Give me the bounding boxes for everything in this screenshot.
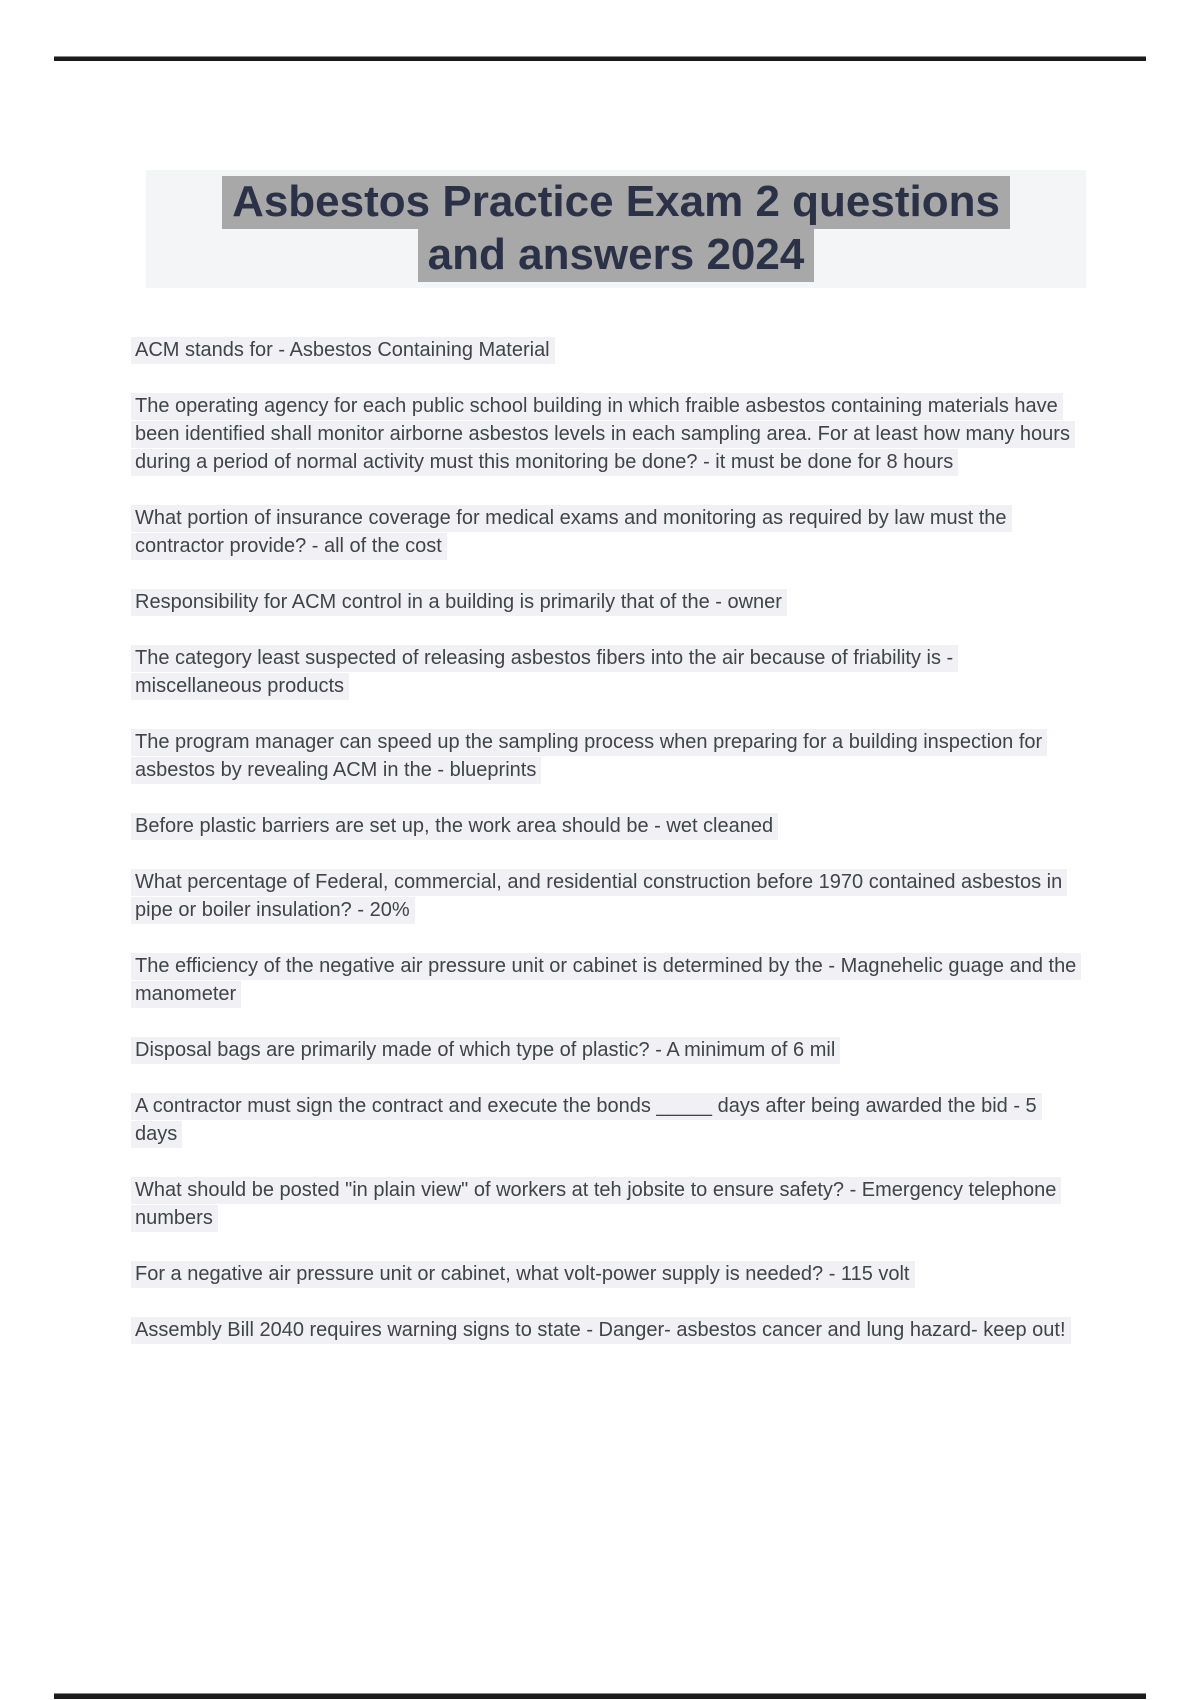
qa-paragraph: [131, 588, 1079, 616]
title-line-1: Asbestos Practice Exam 2 questions: [222, 176, 1010, 229]
qa-paragraph: [131, 1176, 1079, 1232]
qa-text: The program manager can speed up the sampling process when preparing for a building inspection for asbestos by revealing ACM in the - blueprints: [131, 729, 1047, 784]
qa-text: The category least suspected of releasing asbestos fibers into the air because of friability is - miscellaneous products: [131, 645, 958, 700]
qa-text: ACM stands for - Asbestos Containing Material: [131, 337, 555, 364]
qa-paragraph: [131, 504, 1079, 560]
qa-paragraph: [131, 1316, 1079, 1344]
qa-paragraph: [131, 1260, 1079, 1288]
qa-text: What should be posted "in plain view" of workers at teh jobsite to ensure safety? - Emergency telephone numbers: [131, 1177, 1061, 1232]
qa-paragraph: [131, 336, 1079, 364]
qa-text: Disposal bags are primarily made of which type of plastic? - A minimum of 6 mil: [131, 1037, 840, 1064]
qa-text: What percentage of Federal, commercial, and residential construction before 1970 contained asbestos in pipe or boiler insulation? - 20%: [131, 869, 1067, 924]
bottom-rule: [54, 1693, 1146, 1699]
qa-text: A contractor must sign the contract and execute the bonds _____ days after being awarded the bid - 5 days: [131, 1093, 1042, 1148]
title-block: [146, 170, 1086, 288]
top-rule: [54, 56, 1146, 61]
qa-paragraph: [131, 1036, 1079, 1064]
qa-paragraph: [131, 728, 1079, 784]
qa-paragraph: [131, 392, 1079, 476]
qa-paragraph: [131, 644, 1079, 700]
qa-paragraph: [131, 868, 1079, 924]
qa-text: Responsibility for ACM control in a building is primarily that of the - owner: [131, 589, 787, 616]
title-line-2: and answers 2024: [418, 229, 815, 282]
page-title: [146, 175, 1086, 281]
qa-text: The efficiency of the negative air pressure unit or cabinet is determined by the - Magnehelic guage and the manometer: [131, 953, 1081, 1008]
qa-text: For a negative air pressure unit or cabinet, what volt-power supply is needed? - 115 volt: [131, 1261, 915, 1288]
qa-text: What portion of insurance coverage for medical exams and monitoring as required by law must the contractor provide? - all of the cost: [131, 505, 1012, 560]
qa-text: Assembly Bill 2040 requires warning signs to state - Danger- asbestos cancer and lung hazard- keep out!: [131, 1317, 1071, 1344]
qa-content: [131, 336, 1079, 1372]
qa-paragraph: [131, 812, 1079, 840]
qa-text: Before plastic barriers are set up, the work area should be - wet cleaned: [131, 813, 778, 840]
qa-paragraph: [131, 952, 1079, 1008]
qa-paragraph: [131, 1092, 1079, 1148]
qa-text: The operating agency for each public school building in which fraible asbestos containing materials have been identified shall monitor airborne asbestos levels in each sampling area. For at least how many hours during a period of normal activity must this monitoring be done? - it must be done for 8 hours: [131, 393, 1075, 476]
